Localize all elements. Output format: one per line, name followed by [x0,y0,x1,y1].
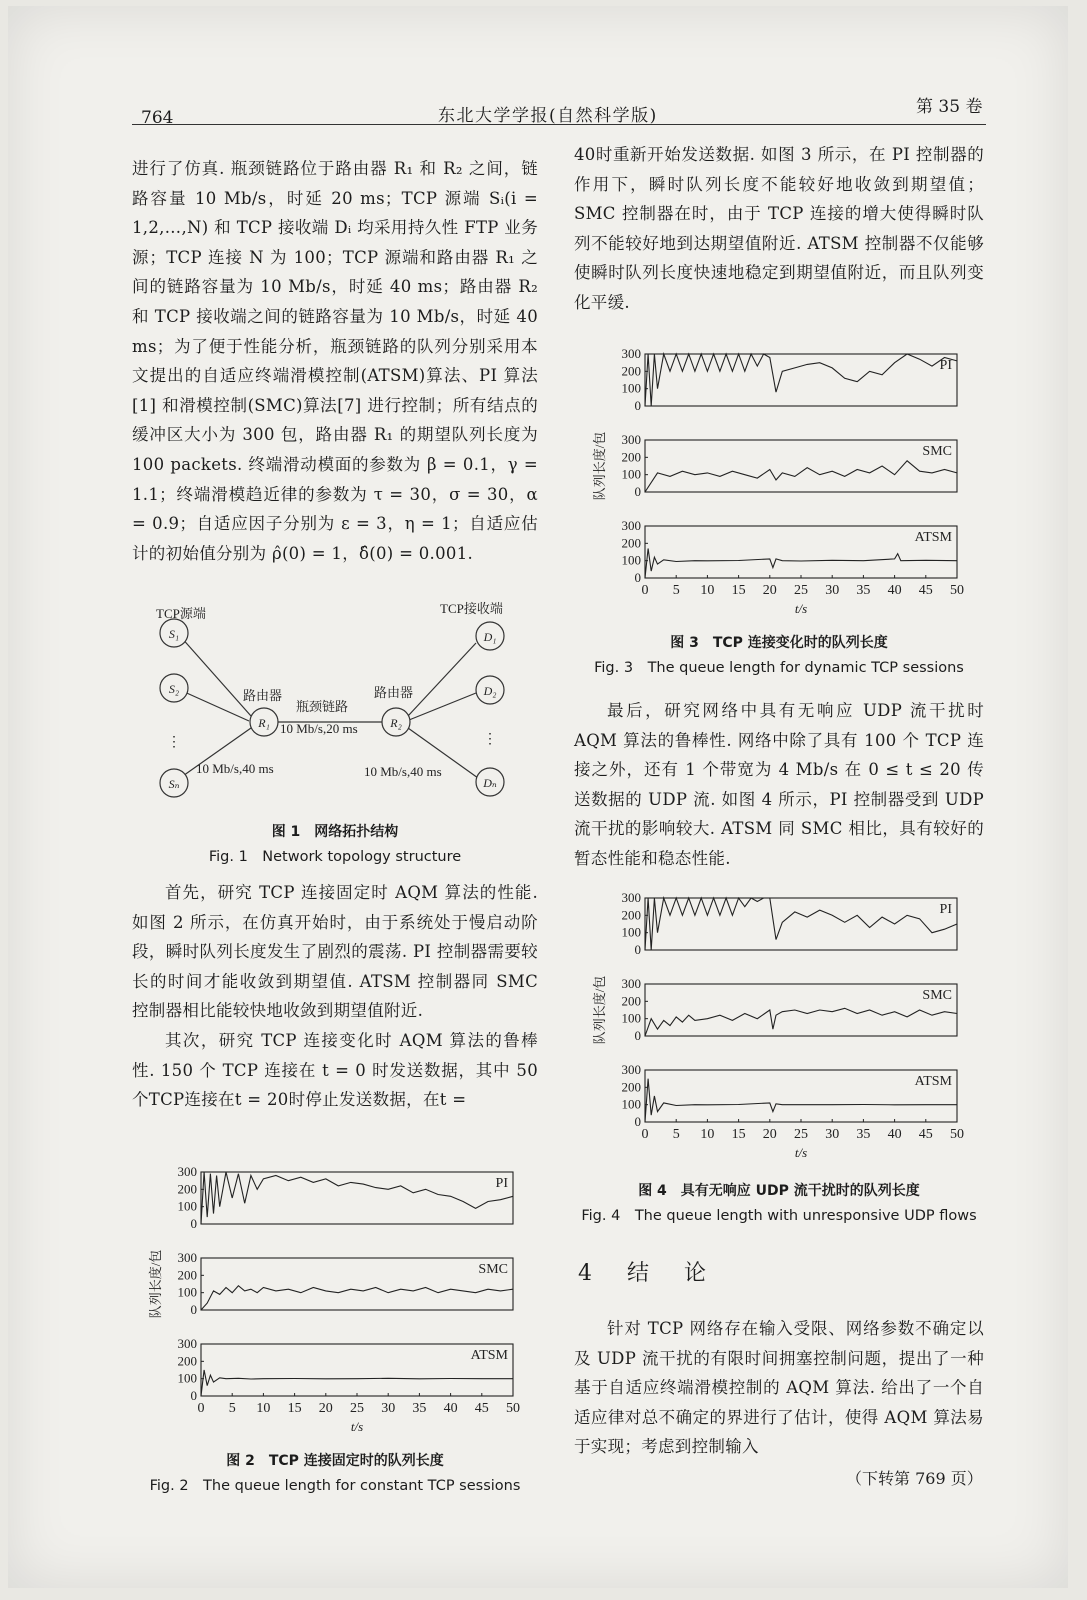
node-d2: D₂ [483,684,497,698]
fig3-caption [574,632,984,677]
series-line-atsm [201,1370,513,1396]
fig1-caption-en: Fig. 1 Network topology structure [208,849,462,865]
panel-frame-atsm [645,526,957,578]
y-tick-label: 200 [621,449,641,465]
source-dots: ⋮ [167,735,181,750]
x-tick-label: 5 [228,1401,236,1416]
label-left-link: 10 Mb/s,40 ms [196,761,274,776]
label-tcp-sink: TCP接收端 [440,601,503,616]
x-tick-label: 45 [918,1127,933,1142]
y-tick-label: 100 [621,1010,641,1026]
y-tick-label: 200 [621,993,641,1009]
y-tick-label: 300 [621,518,641,533]
series-line-smc [201,1286,513,1310]
y-tick-label: 200 [621,907,641,923]
x-tick-label: 40 [887,583,902,598]
series-label-atsm: ATSM [914,530,952,545]
x-tick-label: 30 [381,1401,396,1416]
x-tick-label: 50 [950,1127,964,1142]
series-line-atsm [645,1079,957,1122]
x-tick-label: 30 [825,583,840,598]
y-tick-label: 0 [190,1302,197,1317]
x-tick-label: 0 [641,583,649,598]
header-rule [132,124,986,125]
panel-frame-smc [645,984,957,1036]
panel-frame-atsm [201,1344,513,1396]
fig4-caption-cn: 图 4 具有无响应 UDP 流干扰时的队列长度 [638,1183,920,1199]
x-tick-label: 35 [856,1127,871,1142]
y-tick-label: 0 [190,1216,197,1231]
paragraph-udp: 最后，研究网络中具有无响应 UDP 流干扰时 AQM 算法的鲁棒性. 网络中除了具有 100 个 TCP 连接之外，还有 1 个带宽为 4 Mb/s 在 0 ≤ t ≤ 20 传送数据的 UDP 流. 如图 4 所示，PI 控制器受到 UDP 流干扰的影响较大. ATSM 同 SMC 相比，具有较好的暂态性能和稳态性能. [574,701,984,868]
right-column-middle [574,696,984,874]
x-tick-label: 15 [287,1401,302,1416]
x-tick-label: 50 [506,1401,520,1416]
x-tick-label: 15 [731,1127,746,1142]
y-tick-label: 100 [621,924,641,940]
fig3-chart [590,346,970,618]
x-tick-label: 50 [950,583,964,598]
series-line-smc [645,1008,957,1036]
journal-page [8,6,1068,1588]
x-tick-label: 5 [672,583,680,598]
y-tick-label: 300 [621,346,641,361]
y-tick-label: 200 [177,1267,197,1283]
series-label-pi: PI [939,902,952,917]
series-label-pi: PI [939,358,952,373]
fig1-caption [132,821,538,866]
node-sn: Sₙ [168,777,180,791]
label-router1: 路由器 [243,688,283,703]
page-number: 764 [141,108,174,128]
paragraph-dynamic-tcp: 其次，研究 TCP 连接变化时 AQM 算法的鲁棒性. 150 个 TCP 连接在 t = 0 时发送数据，其中 50个TCP连接在t = 20时停止发送数据，在t = [132,1030,538,1110]
y-tick-label: 100 [177,1284,197,1300]
x-tick-label: 0 [641,1127,649,1142]
fig2-chart [146,1164,526,1434]
node-s2: S₂ [168,682,180,696]
y-tick-label: 0 [634,1028,641,1043]
series-label-atsm: ATSM [914,1074,952,1089]
y-axis-label: 队列长度/包 [592,975,607,1045]
x-tick-label: 20 [762,583,777,598]
x-tick-label: 40 [887,1127,902,1142]
right-column-bottom [574,1314,984,1462]
y-tick-label: 0 [634,484,641,499]
series-label-smc: SMC [922,444,952,459]
x-tick-label: 25 [794,1127,808,1142]
x-tick-label: 20 [318,1401,333,1416]
label-bottleneck-spec: 10 Mb/s,20 ms [280,721,358,736]
journal-title: 东北大学学报(自然科学版) [438,106,658,126]
x-tick-label: 10 [256,1401,271,1416]
node-dn: Dₙ [483,776,497,790]
panel-frame-smc [201,1258,513,1310]
y-tick-label: 200 [177,1353,197,1369]
y-tick-label: 200 [621,1079,641,1095]
x-tick-label: 25 [794,583,808,598]
fig2-caption-en: Fig. 2 The queue length for constant TCP sessions [149,1478,521,1494]
panel-frame-pi [201,1172,513,1224]
x-tick-label: 40 [443,1401,458,1416]
series-line-atsm [645,549,957,579]
y-axis-label: 队列长度/包 [592,431,607,501]
x-axis-label: t/s [350,1419,364,1434]
panel-frame-atsm [645,1070,957,1122]
x-tick-label: 30 [825,1127,840,1142]
y-tick-label: 300 [621,890,641,905]
continued-note: （下转第 769 页） [846,1469,983,1488]
y-tick-label: 0 [634,398,641,413]
x-axis-label: t/s [794,601,808,616]
y-tick-label: 300 [621,432,641,447]
paragraph-setup: 进行了仿真. 瓶颈链路位于路由器 R₁ 和 R₂ 之间，链路容量 10 Mb/s，时延 20 ms；TCP 源端 Sᵢ(i = 1,2,…,N) 和 TCP 接收端 Dᵢ 均采用持久性 FTP 业务源；TCP 连接 N 为 100；TCP 源端和路由器 R₁ 之间的链路容量为 10 Mb/s，时延 40 ms；路由器 R₂ 和 TCP 接收端之间的链路容量为 10 Mb/s，时延 40 ms；为了便于性能分析，瓶颈链路的队列分别采用本文提出的自适应终端滑模控制(ATSM)算法、PI 算法[1] 和滑模控制(SMC)算法[7] 进行控制；所有结点的缓冲区大小为 300 包，路由器 R₁ 的期望队列长度为 100 packets. 终端滑动模面的参数为 β = 0.1，γ = 1.1；终端滑模趋近律的参数为 τ = 30，σ = 30，α = 0.9；自适应因子分别为 ε = 3，η = 1；自适应估计的初始值分别为 ρ̂(0) = 1，δ̂(0) = 0.001. [132,159,538,563]
label-right-link: 10 Mb/s,40 ms [364,764,442,779]
x-tick-label: 45 [918,583,933,598]
node-r2: R₂ [390,716,402,730]
fig3-caption-en: Fig. 3 The queue length for dynamic TCP sessions [594,660,964,676]
left-column-top [132,154,538,568]
y-tick-label: 300 [621,976,641,991]
x-tick-label: 20 [762,1127,777,1142]
y-tick-label: 100 [621,466,641,482]
fig1-caption-cn: 图 1 网络拓扑结构 [271,824,399,840]
y-tick-label: 300 [177,1164,197,1179]
x-tick-label: 0 [197,1401,205,1416]
left-column-bottom [132,878,538,1115]
paragraph-dynamic-tcp-cont: 40时重新开始发送数据. 如图 3 所示，在 PI 控制器的作用下，瞬时队列长度不能较好地收敛到期望值；SMC 控制器在时，由于 TCP 连接的增大使得瞬时队列不能较好地到达期望值附近. ATSM 控制器不仅能够使瞬时队列长度快速地稳定到期望值附近，而且队列变化平缓. [574,145,984,312]
series-label-smc: SMC [922,988,952,1003]
y-tick-label: 0 [634,942,641,957]
series-label-pi: PI [495,1176,508,1191]
fig3-caption-cn: 图 3 TCP 连接变化时的队列长度 [670,635,888,651]
x-tick-label: 5 [672,1127,680,1142]
fig4-chart [590,890,970,1168]
x-tick-label: 35 [412,1401,427,1416]
y-tick-label: 300 [621,1062,641,1077]
y-tick-label: 0 [190,1388,197,1403]
paragraph-constant-tcp: 首先，研究 TCP 连接固定时 AQM 算法的性能. 如图 2 所示，在仿真开始时，由于系统处于慢启动阶段，瞬时队列长度发生了剧烈的震荡. PI 控制器需要较长的时间才能收敛到期望值. ATSM 控制器同 SMC 控制器相比能较快地收敛到期望值附近. [132,883,538,1021]
fig2-caption-cn: 图 2 TCP 连接固定时的队列长度 [226,1453,444,1469]
paragraph-conclusion: 针对 TCP 网络存在输入受限、网络参数不确定以及 UDP 流干扰的有限时间拥塞控制问题，提出了一种基于自适应终端滑模控制的 AQM 算法. 给出了一个自适应律对总不确定的界进行了估计，使得 AQM 算法易于实现；考虑到控制输入 [574,1319,984,1457]
y-tick-label: 100 [621,380,641,396]
fig4-caption-en: Fig. 4 The queue length with unresponsive UDP flows [581,1208,977,1224]
sink-dots: ⋮ [483,732,497,747]
x-tick-label: 10 [700,583,715,598]
y-tick-label: 100 [621,1096,641,1112]
node-r1: R₁ [258,716,270,730]
x-tick-label: 45 [474,1401,489,1416]
y-tick-label: 300 [177,1250,197,1265]
y-tick-label: 300 [177,1336,197,1351]
node-s1: S₁ [168,627,180,641]
section-title-conclusion: 4 结 论 [578,1261,720,1286]
series-label-smc: SMC [478,1262,508,1277]
x-tick-label: 25 [350,1401,364,1416]
series-line-pi [201,1172,513,1224]
node-d1: D₁ [483,630,497,644]
y-tick-label: 100 [621,552,641,568]
y-tick-label: 200 [621,535,641,551]
label-bottleneck: 瓶颈链路 [296,699,349,714]
y-tick-label: 200 [621,363,641,379]
x-axis-label: t/s [794,1145,808,1160]
fig2-caption [132,1450,538,1495]
right-column-top [574,140,984,318]
network-topology-diagram [128,598,548,818]
y-axis-label: 队列长度/包 [148,1249,163,1319]
volume-label: 第 35 卷 [916,97,983,117]
y-tick-label: 0 [634,570,641,585]
label-tcp-source: TCP源端 [156,606,206,621]
x-tick-label: 35 [856,583,871,598]
series-line-pi [645,898,957,950]
y-tick-label: 100 [177,1198,197,1214]
y-tick-label: 100 [177,1370,197,1386]
y-tick-label: 0 [634,1114,641,1129]
label-router2: 路由器 [374,685,414,700]
x-tick-label: 15 [731,583,746,598]
series-line-pi [645,354,957,406]
x-tick-label: 10 [700,1127,715,1142]
series-line-smc [645,461,957,492]
series-label-atsm: ATSM [470,1348,508,1363]
panel-frame-smc [645,440,957,492]
fig4-caption [574,1180,984,1225]
y-tick-label: 200 [177,1181,197,1197]
